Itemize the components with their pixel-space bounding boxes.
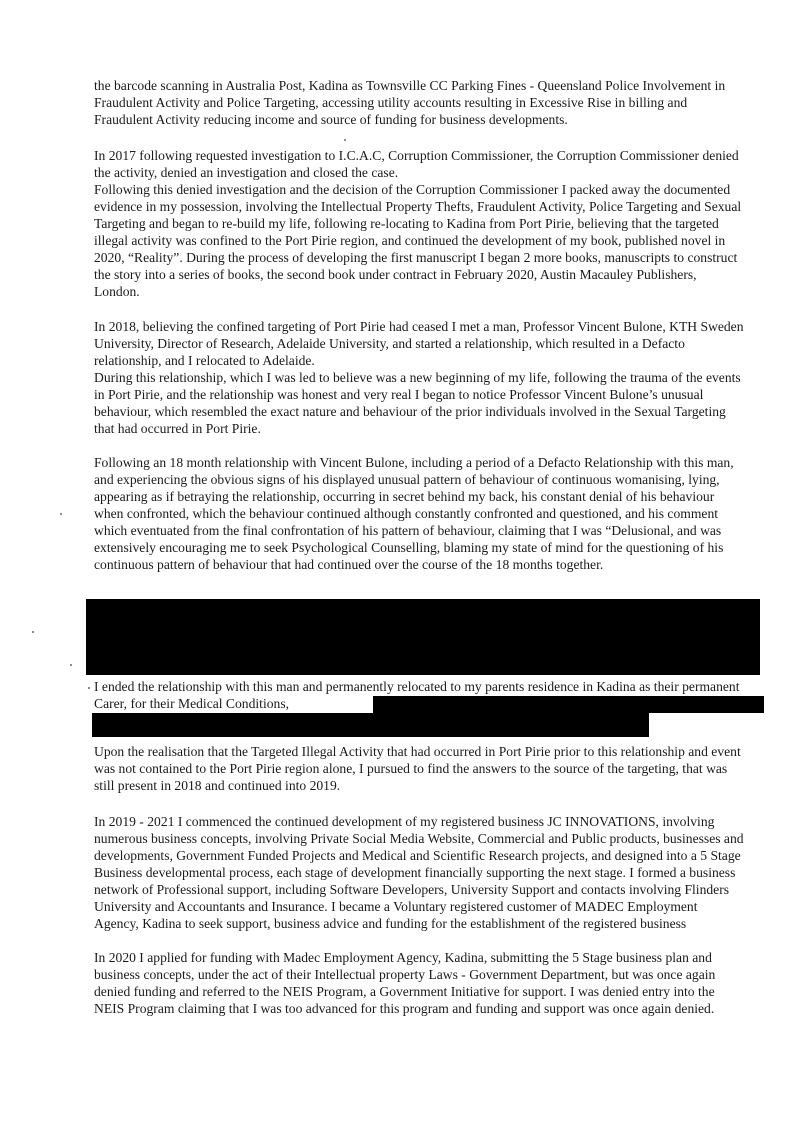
paragraph-madec-funding: In 2020 I applied for funding with Madec Employment Agency, Kadina, submitting the 5 Stage business plan and business concepts, under the act of their Intellectual property Laws - Government Department, but was once again denied funding and referred to the NEIS Program, a Government Initiative for support. I was denied entry into the NEIS Program claiming that I was too advanced for this program and funding and support was once again denied. <box>94 950 716 1016</box>
redaction-block <box>86 599 760 675</box>
scan-speck <box>344 139 346 141</box>
scan-speck <box>88 687 90 689</box>
paragraph-jc-innovations: In 2019 - 2021 I commenced the continued development of my registered business JC INNOVATIONS, involving numerous business concepts, involving Private Social Media Website, Commercial and Public products, businesses and developments, Government Funded Projects and Medical and Scientific Research projects, and designed into a 5 Stage Business developmental process, each stage of development financially supporting the next stage. I formed a business network of Professional support, including Software Developers, University Support and contacts involving Flinders University and Accountants and Insurance. I became a Voluntary registered customer of MADEC Employment Agency, Kadina to seek support, business advice and funding for the establishment of the registered business <box>94 814 744 931</box>
scan-speck <box>60 513 62 515</box>
scan-speck <box>32 631 34 633</box>
paragraph-18-month: Following an 18 month relationship with Vincent Bulone, including a period of a Defacto Relationship with this man, and experiencing the obvious signs of his displayed unusual pattern of behaviour of continuous womanising, lying, appearing as if betraying the relationship, occurring in secret behind my back, his constant denial of his behaviour when confronted, which the behaviour continued although constantly confronted and questioned, and his comment which eventuated from the final confrontation of his pattern of behaviour, claiming that I was “Delusional, and was extensively encouraging me to seek Psychological Counselling, blaming my state of mind for the questioning of his continuous pattern of behaviour that had continued over the course of the 18 months together. <box>94 455 734 572</box>
redaction-bar <box>92 713 649 737</box>
scan-speck <box>70 664 72 666</box>
paragraph-rebuild-life: Following this denied investigation and the decision of the Corruption Commissioner I packed away the documented evidence in my possession, involving the Intellectual Property Thefts, Fraudulent Activity, Police Targeting and Sexual Targeting and began to re-build my life, following re-locating to Kadina from Port Pirie, believing that the targeted illegal activity was confined to the Port Pirie region, and continued the development of my book, published novel in 2020, “Reality”. During the process of developing the first manuscript I began 2 more books, manuscripts to construct the story into a series of books, the second book under contract in February 2020, Austin Macauley Publishers, London. <box>94 182 742 299</box>
paragraph-parking-fines: the barcode scanning in Australia Post, Kadina as Townsville CC Parking Fines - Queensland Police Involvement in Fraudulent Activity and Police Targeting, accessing utility accounts resulting in Excessive Rise in billing and Fraudulent Activity reducing income and source of funding for business developments. <box>94 78 726 127</box>
paragraph-ended-relationship: I ended the relationship with this man and permanently relocated to my parents residence in Kadina as their permanent Carer, for their Medical Conditions, <box>94 679 740 711</box>
paragraph-2018-relationship: In 2018, believing the confined targeting of Port Pirie had ceased I met a man, Professor Vincent Bulone, KTH Sweden University, Director of Research, Adelaide University, and started a relationship, which resulted in a Defacto relationship, and I relocated to Adelaide. <box>94 319 744 368</box>
paragraph-icac-2017: In 2017 following requested investigation to I.C.A.C, Corruption Commissioner, the Corruption Commissioner denied the activity, denied an investigation and closed the case. <box>94 148 739 180</box>
paragraph-realisation: Upon the realisation that the Targeted Illegal Activity that had occurred in Port Pirie prior to this relationship and event was not contained to the Port Pirie region alone, I pursued to find the answers to the source of the targeting, that was still present in 2018 and continued into 2019. <box>94 744 741 793</box>
paragraph-unusual-behaviour: During this relationship, which I was led to believe was a new beginning of my life, following the trauma of the events in Port Pirie, and the relationship was honest and very real I began to notice Professor Vincent Bulone’s unusual behaviour, which resembled the exact nature and behaviour of the prior individuals involved in the Sexual Targeting that had occurred in Port Pirie. <box>94 370 741 436</box>
redaction-bar <box>373 696 764 713</box>
